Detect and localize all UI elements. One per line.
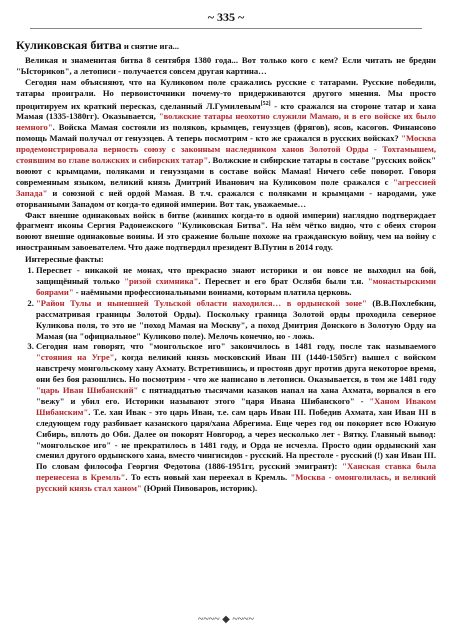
paragraph-sources: [16, 77, 436, 210]
text-run: Сегодня нам объясняют, что на Куликовом поле сражались русские с татарами. Русские победили, татары проиграли. Но первоисточники почему-то придерживаются другого мнения. Мы просто процитируем их краткий пересказ, сделанный Л.Гумилевым: [16, 76, 436, 111]
fact-item: [36, 341, 436, 494]
highlighted-quote: "Москва продемонстрировала верность союзу с законным наследником ханов Золотой Орды - Тохтамышем, стоявшим во главе волжских и сибирских татар": [16, 133, 436, 166]
fact-item: [36, 298, 436, 342]
highlighted-quote: "стояния на Угре": [36, 352, 115, 363]
text-run: . Т.е. хан Ивак - это царь Иван, т.е. сам царь Иван III. Победив Ахмата, хан Иван III в следующем году разбивает казанского царя/хана Абрегима. Еще через год он покоряет всю Южную Сибирь, вплоть до Оби. Далее он покорят Новгород, а через несколько лет - Вятку. Главный вывод: "монгольское иго" - не прекратилось в 1481 году, и Орда не исчезла. Просто один ордынский хан сменил другого ордынского хана, вместо чингисидов - русский. На престоле - русский (!) хан Иван III. По словам философа Георгия Федотова (1886-1951гг, русский эмигрант):: [36, 406, 436, 472]
highlighted-quote: "царь Иван Шибанский": [36, 385, 139, 396]
header-divider: [30, 28, 422, 29]
text-run: - наёмными профессиональными воинами, которым платила церковь.: [73, 286, 352, 297]
highlighted-quote: "Ханом Ивaком Шибанским": [36, 395, 436, 417]
text-run: . То есть новый хан переехал в Кремль.: [125, 472, 291, 483]
facts-list: [16, 265, 436, 494]
text-run: с пятнадцатью тысячами казаков напал на хана Ахмата, ворвался в его "вежу" и убил его. Историки называют этого "царя Ивана Шибанского" -: [36, 385, 436, 406]
highlighted-quote: "волжские татары неохотно служили Мамаю, и в его войске их было немного": [16, 111, 436, 133]
highlighted-quote: "Ханская ставка была перенесена в Кремль": [36, 461, 436, 483]
text-run: Пересвет - никакой не монах, что прекрасно знают историки и он вовсе не выходил на бой, защищённый только: [36, 265, 436, 286]
page-number: ~ 335 ~: [207, 10, 245, 24]
text-run: . Пересвет и его брат Ослябя были т.н.: [198, 275, 368, 286]
title-main: Куликовская битва: [16, 38, 122, 52]
article-title: [16, 38, 436, 53]
fact-item: [36, 265, 436, 298]
text-run: , когда великий князь московский Иван III (1440-1505гг) вышел с войском навстречу монгольскому хану Ахмату. Встретившись, и простояв друг против друга некоторое время, они без боя разошлись. Но посмотрим - что же написано в летописи. Оказывается, в том же 1481 году: [36, 352, 436, 385]
text-run: (В.В.Похлебкин, рассматривая границы Золотой Орды). Поскольку граница Золотой орды проходила северное Куликова поля, то это не "поход Мамая на Москву", а поход Дмитрия Донского в Золотую Орду на Мамая (на "официальное" Куликово поле). Мелочь конечно, но - ложь.: [36, 297, 436, 341]
footnote-ref: [52]: [260, 100, 271, 107]
article-body: [16, 38, 436, 494]
highlighted-quote: "ризой схимника": [124, 275, 199, 286]
highlighted-quote: "Район Тулы и нынешней Тульской области находился… в ордынской зоне": [36, 297, 367, 308]
text-run: . Волжские и сибирские татары в составе "русских войск" воюют с крымцами, поляками и генуэзцами в составе войск Мамая! Ничего себе поворот. Говоря современным языком, великий князь Дмитрий Иванович на Куликовом поле сражался с: [16, 155, 437, 187]
paragraph-intro: Великая и знаменитая битва 8 сентября 1380 года... Вот только кого с кем? Если читать не бредни "Ысториков", а летописи - получается совсем другая картина…: [16, 55, 436, 76]
text-run: и союзной с ней ордой Мамая. В т.ч. сражался с поляками и крымцами - народами, уже оторванными Западом от когда-то единой империи. Вот так, уважаемые…: [16, 187, 436, 209]
paragraph-icon: Факт внешне одинаковых войск в битве (живших когда-то в одной империи) наглядно подтверждает фрагмент иконы Сергия Радонежского "Куликовская Битва". На нём чётко видно, что с обеих сторон воюют внешне одинаковые воины. И это сражение больше похоже на гражданскую войну, чем на войну с иностранным завоевателем. Что даже подтвердил президент В.Путин в 2014 году.: [16, 209, 436, 253]
highlighted-quote: "Москва - омонголилась, и великий русский князь стал ханом": [36, 472, 436, 494]
highlighted-quote: "монастырскими боярами": [36, 275, 436, 297]
text-run: (Юрий Пивоваров, историк).: [141, 483, 258, 494]
footer-ornament: ~~~~ ◆ ~~~~: [198, 614, 254, 625]
facts-heading: Интересные факты:: [25, 254, 104, 265]
title-subtitle: и снятие ига...: [121, 41, 180, 51]
text-run: . Войска Мамая состояли из поляков, крымцев, генуэзцев (фрягов), ясов, касогов. Финансово помощь Мамай получал от генуэзцев. А теперь посмотрим - кто же сражался в русских войсках?: [16, 122, 436, 144]
text-run: - кто сражался на стороне татар и хана Мамая (1335-1380гг). Оказывается,: [16, 100, 436, 122]
highlighted-quote: "агрессией Запада": [16, 176, 436, 198]
text-run: Сегодня нам говорят, что "монгольское иго" закончилось в 1481 году, после так называемого: [36, 341, 436, 352]
